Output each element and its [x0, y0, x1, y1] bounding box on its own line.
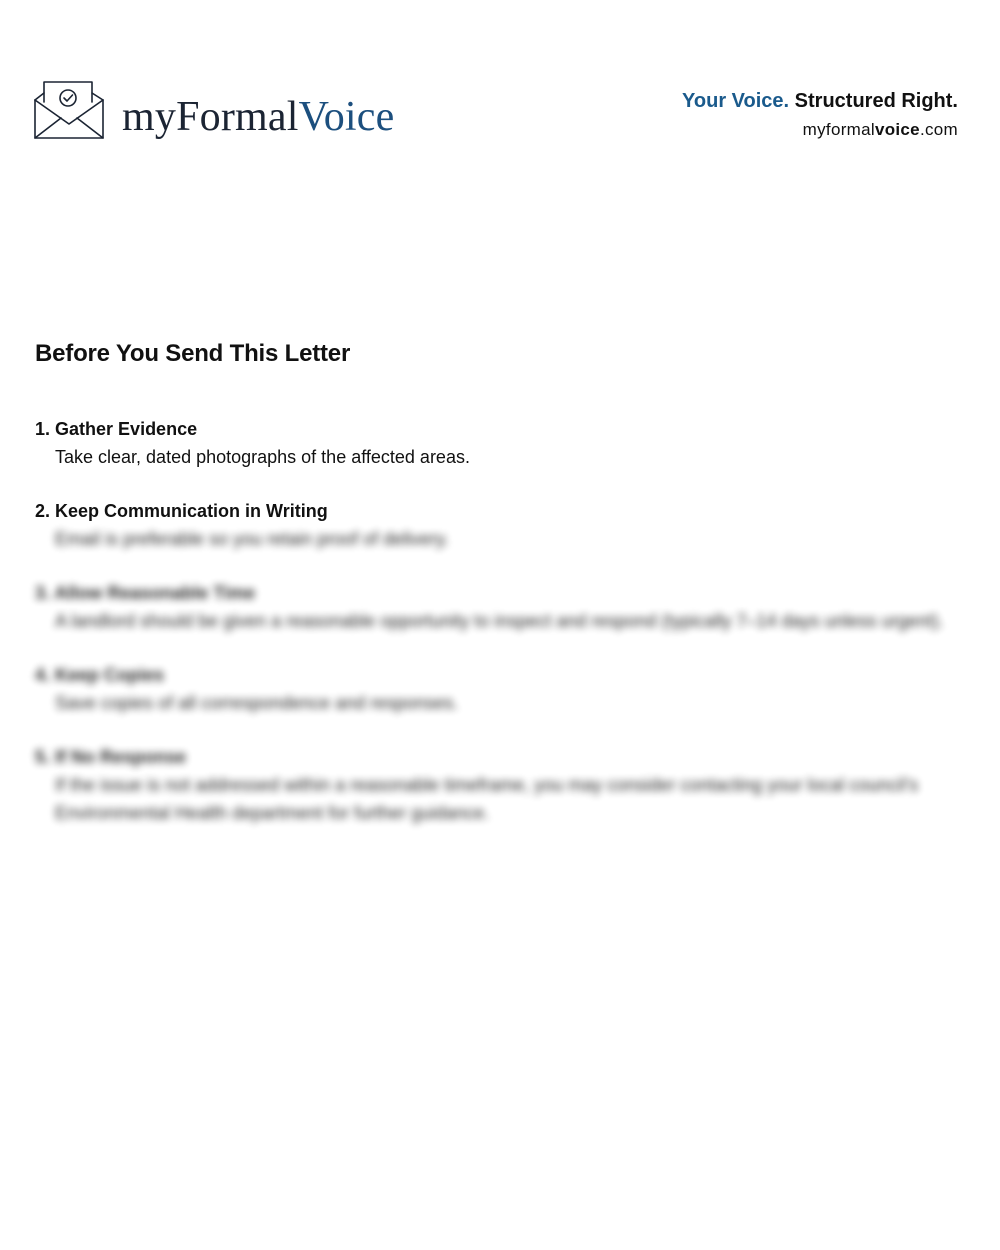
step-heading	[35, 662, 955, 688]
step-body: A landlord should be given a reasonable opportunity to inspect and respond (typically 7–14 days unless urgent).	[55, 611, 944, 631]
step-heading	[35, 744, 955, 770]
step-heading	[35, 498, 955, 524]
step-number: 4.	[35, 665, 51, 685]
page-title: Before You Send This Letter	[35, 340, 351, 367]
step-title: Gather Evidence	[55, 419, 198, 439]
step-item	[35, 662, 955, 717]
tagline-block	[682, 88, 958, 141]
step-number: 5.	[35, 747, 51, 767]
step-number: 1.	[35, 419, 51, 439]
step-body: Take clear, dated photographs of the affected areas.	[55, 447, 470, 467]
brand-logo	[34, 80, 394, 140]
step-title: Keep Copies	[55, 665, 165, 685]
url-part-2: voice	[874, 120, 920, 139]
step-title: Allow Reasonable Time	[54, 583, 256, 603]
step-item	[35, 416, 955, 471]
tagline-part-1: Your Voice.	[682, 90, 790, 112]
step-item	[35, 580, 955, 635]
tagline	[682, 88, 958, 114]
wordmark-part-2: Voice	[298, 94, 395, 140]
step-number: 3.	[35, 583, 51, 603]
step-heading	[35, 416, 955, 442]
brand-wordmark	[122, 96, 394, 138]
step-heading	[35, 580, 955, 606]
site-url	[682, 119, 958, 141]
step-title: If No Response	[55, 747, 187, 767]
url-part-3: .com	[919, 120, 958, 139]
wordmark-part-1: myFormal	[122, 94, 299, 140]
page-header	[0, 0, 1000, 170]
envelope-check-icon	[34, 80, 104, 140]
url-part-1: myformal	[802, 120, 875, 139]
step-body: Email is preferable so you retain proof of delivery.	[55, 529, 449, 549]
step-number: 2.	[35, 501, 51, 521]
step-body: If the issue is not addressed within a reasonable timeframe, you may consider contacting your local council’s Environmental Health department for further guidance.	[55, 775, 919, 823]
step-item	[35, 498, 955, 553]
step-item	[35, 744, 955, 827]
step-title: Keep Communication in Writing	[55, 501, 328, 521]
main-content	[35, 338, 955, 854]
tagline-part-2: Structured Right.	[794, 90, 958, 112]
step-body: Save copies of all correspondence and responses.	[55, 693, 459, 713]
steps-list	[35, 416, 955, 827]
